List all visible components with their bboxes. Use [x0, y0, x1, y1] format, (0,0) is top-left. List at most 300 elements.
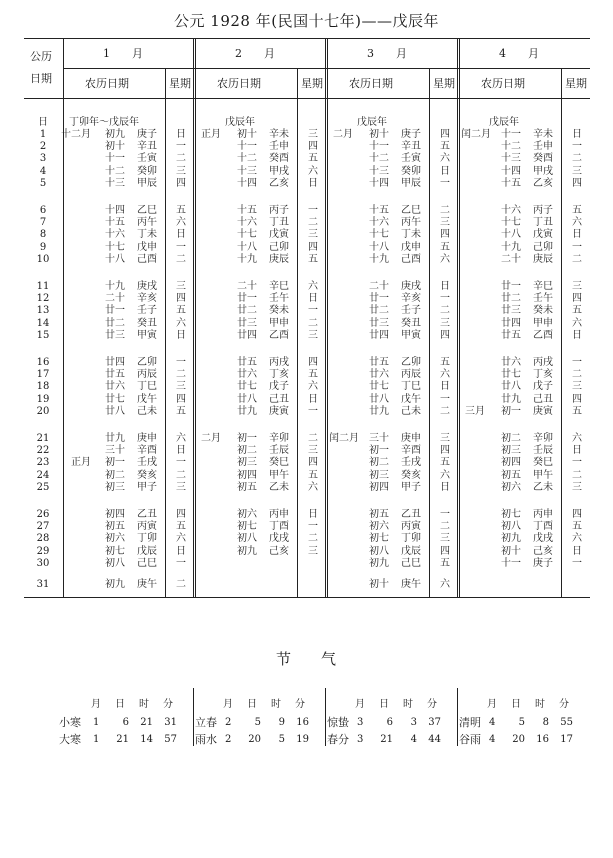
lunar-day: 十七: [105, 241, 125, 253]
lunar-day: 十七: [237, 229, 257, 241]
weekday: 三: [440, 433, 450, 444]
jieqi-col-header: 时: [403, 699, 413, 710]
lunar-day: 十六: [501, 205, 521, 216]
ganzhi: 己卯: [533, 241, 553, 253]
weekday: 日: [572, 129, 582, 140]
weekday: 五: [572, 405, 582, 417]
weekday: 三: [308, 445, 318, 457]
ganzhi: 戊辰: [401, 545, 421, 557]
ganzhi: 戊午: [401, 393, 421, 405]
jieqi-name: 惊蛰: [327, 716, 349, 729]
lunar-day: 初六: [501, 481, 521, 493]
rule-line: [459, 38, 460, 597]
lunar-day: 十一: [501, 129, 521, 140]
jieqi-month: 3: [357, 717, 364, 728]
lunar-day: 十八: [237, 241, 257, 253]
lunar-day: 十一: [369, 141, 389, 153]
month-header: 3 月: [367, 47, 407, 60]
ganzhi: 癸丑: [401, 317, 421, 329]
lunar-day: 廿六: [501, 357, 521, 368]
ganzhi: 庚寅: [269, 405, 289, 417]
jieqi-hour: 14: [140, 734, 153, 745]
ganzhi: 丁巳: [401, 381, 421, 393]
weekday: 四: [440, 229, 450, 241]
year-label: 戊辰年: [225, 117, 255, 128]
lunar-day: 初一: [237, 433, 257, 444]
lunar-month-marker: 二月: [201, 433, 221, 444]
ganzhi: 辛丑: [137, 141, 157, 153]
lunar-day: 廿七: [237, 381, 257, 393]
ganzhi: 庚子: [401, 129, 421, 140]
weekday: 六: [572, 533, 582, 545]
jieqi-col-header: 月: [355, 699, 365, 710]
lunar-day: 十三: [501, 153, 521, 165]
ganzhi: 乙巳: [137, 205, 157, 216]
weekday: 五: [440, 557, 450, 569]
ganzhi: 庚申: [401, 433, 421, 444]
ganzhi: 甲午: [269, 469, 289, 481]
ganzhi: 癸丑: [137, 317, 157, 329]
weekday: 四: [572, 393, 582, 405]
lunar-day: 初八: [105, 557, 125, 569]
ganzhi: 丁亥: [533, 369, 553, 381]
rule-line: [457, 688, 458, 746]
weekday: 五: [440, 141, 450, 153]
weekday: 一: [176, 141, 186, 153]
ganzhi: 壬子: [401, 305, 421, 317]
weekday: 五: [176, 405, 186, 417]
weekday: 一: [176, 557, 186, 569]
weekday: 六: [440, 369, 450, 381]
ganzhi: 丁卯: [137, 533, 157, 545]
lunar-day: 十四: [501, 165, 521, 177]
ganzhi: 己亥: [533, 545, 553, 557]
lunar-day: 廿一: [369, 293, 389, 305]
ganzhi: 壬午: [533, 293, 553, 305]
ganzhi: 丙戌: [269, 357, 289, 368]
lunar-day: 三十: [105, 445, 125, 457]
weekday: 二: [308, 433, 318, 444]
day-number: 24: [36, 469, 50, 481]
ganzhi: 丙子: [533, 205, 553, 216]
weekday: 一: [572, 457, 582, 469]
ganzhi: 乙酉: [533, 329, 553, 341]
lunar-day: 十八: [105, 253, 125, 265]
weekday: 四: [176, 293, 186, 305]
jieqi-day: 5: [254, 717, 261, 728]
jieqi-name: 谷雨: [459, 733, 481, 746]
lunar-day: 初一: [501, 405, 521, 417]
lunar-day: 初五: [105, 521, 125, 533]
weekday: 四: [572, 293, 582, 305]
lunar-day: 十六: [105, 229, 125, 241]
lunar-day: 二十: [105, 293, 125, 305]
weekday: 日: [176, 129, 186, 140]
weekday: 一: [308, 305, 318, 317]
xingqi-header: 星期: [301, 77, 323, 90]
year-label: 戊辰年: [489, 117, 519, 128]
jieqi-minute: 17: [560, 734, 573, 745]
day-number: 30: [36, 557, 50, 569]
lunar-day: 廿五: [369, 357, 389, 368]
lunar-day: 初七: [369, 533, 389, 545]
nongli-riqi-header: 农历日期: [481, 77, 525, 90]
jieqi-hour: 9: [278, 717, 285, 728]
weekday: 六: [176, 433, 186, 444]
ganzhi: 庚申: [137, 433, 157, 444]
lunar-day: 廿七: [105, 393, 125, 405]
lunar-day: 廿五: [237, 357, 257, 368]
rule-line: [193, 688, 194, 746]
lunar-day: 初十: [105, 141, 125, 153]
lunar-month-marker: 闰二月: [461, 129, 491, 140]
weekday: 三: [176, 281, 186, 292]
lunar-day: 十九: [105, 281, 125, 292]
lunar-day: 廿二: [105, 317, 125, 329]
weekday: 二: [176, 469, 186, 481]
gongli-riqi-label-2: 日期: [30, 72, 52, 85]
lunar-day: 初一: [105, 457, 125, 469]
weekday: 一: [440, 177, 450, 189]
lunar-day: 初三: [237, 457, 257, 469]
lunar-day: 初四: [237, 469, 257, 481]
ganzhi: 己亥: [269, 545, 289, 557]
ganzhi: 癸未: [269, 305, 289, 317]
weekday: 三: [308, 329, 318, 341]
ganzhi: 乙丑: [137, 509, 157, 520]
ganzhi: 戊戌: [269, 533, 289, 545]
weekday: 二: [572, 469, 582, 481]
weekday: 日: [572, 229, 582, 241]
ganzhi: 辛酉: [401, 445, 421, 457]
jieqi-hour: 8: [542, 717, 549, 728]
jieqi-title: 节 气: [276, 650, 337, 668]
xingqi-header: 星期: [565, 77, 587, 90]
lunar-day: 初八: [237, 533, 257, 545]
weekday: 二: [176, 253, 186, 265]
lunar-day: 初三: [105, 481, 125, 493]
month-header: 2 月: [235, 47, 275, 60]
jieqi-month: 2: [225, 734, 232, 745]
jieqi-day: 21: [116, 734, 129, 745]
year-label: 丁卯年～戊辰年: [69, 117, 139, 128]
weekday: 五: [308, 469, 318, 481]
weekday: 日: [572, 545, 582, 557]
weekday: 三: [572, 281, 582, 292]
weekday: 四: [308, 457, 318, 469]
month-header: 1 月: [103, 47, 143, 60]
weekday: 一: [308, 205, 318, 216]
ganzhi: 丁亥: [269, 369, 289, 381]
weekday: 三: [308, 229, 318, 241]
day-number: 27: [36, 521, 50, 533]
day-number: 17: [36, 369, 50, 381]
day-number: 3: [39, 153, 47, 165]
lunar-day: 二十: [501, 253, 521, 265]
lunar-day: 十二: [501, 141, 521, 153]
weekday: 三: [572, 481, 582, 493]
ganzhi: 癸卯: [401, 165, 421, 177]
weekday: 六: [308, 381, 318, 393]
weekday: 四: [176, 509, 186, 520]
weekday: 二: [440, 405, 450, 417]
day-number: 16: [36, 357, 50, 368]
jieqi-col-header: 分: [163, 699, 173, 710]
ganzhi: 甲申: [269, 317, 289, 329]
weekday: 三: [440, 317, 450, 329]
weekday: 日: [308, 177, 318, 189]
rule-line: [193, 38, 194, 597]
jieqi-col-header: 日: [115, 699, 125, 710]
weekday: 一: [176, 457, 186, 469]
jieqi-minute: 55: [560, 717, 573, 728]
jieqi-hour: 3: [410, 717, 417, 728]
lunar-day: 廿九: [237, 405, 257, 417]
lunar-day: 廿九: [105, 433, 125, 444]
jieqi-day: 20: [512, 734, 525, 745]
ganzhi: 癸巳: [269, 457, 289, 469]
year-label: 戊辰年: [357, 117, 387, 128]
weekday: 日: [308, 393, 318, 405]
weekday: 三: [440, 533, 450, 545]
lunar-day: 廿七: [369, 381, 389, 393]
jieqi-col-header: 分: [427, 699, 437, 710]
weekday: 日: [176, 545, 186, 557]
lunar-day: 初八: [369, 545, 389, 557]
ganzhi: 乙亥: [533, 177, 553, 189]
jieqi-minute: 57: [164, 734, 177, 745]
weekday: 四: [440, 329, 450, 341]
lunar-day: 初四: [105, 509, 125, 520]
weekday: 二: [440, 521, 450, 533]
weekday: 一: [440, 509, 450, 520]
weekday: 一: [176, 357, 186, 368]
day-number: 19: [36, 393, 50, 405]
jieqi-name: 清明: [459, 716, 481, 729]
ganzhi: 乙酉: [269, 329, 289, 341]
weekday: 一: [440, 393, 450, 405]
weekday: 五: [572, 521, 582, 533]
weekday: 三: [308, 545, 318, 557]
jieqi-col-header: 时: [139, 699, 149, 710]
weekday: 二: [308, 533, 318, 545]
lunar-month-marker: 正月: [201, 129, 221, 140]
ganzhi: 乙未: [533, 481, 553, 493]
ganzhi: 壬午: [269, 293, 289, 305]
lunar-day: 廿三: [237, 317, 257, 329]
ganzhi: 丁丑: [269, 217, 289, 229]
ganzhi: 壬戌: [401, 457, 421, 469]
jieqi-col-header: 分: [295, 699, 305, 710]
lunar-day: 十四: [237, 177, 257, 189]
ganzhi: 乙巳: [401, 205, 421, 216]
day-number: 7: [39, 217, 47, 229]
weekday: 日: [176, 329, 186, 341]
ganzhi: 庚戌: [401, 281, 421, 292]
jieqi-name: 春分: [327, 733, 349, 746]
jieqi-month: 4: [489, 734, 496, 745]
lunar-day: 十六: [237, 217, 257, 229]
day-number: 5: [39, 177, 47, 189]
lunar-month-marker: 十二月: [61, 129, 91, 140]
rule-line: [327, 38, 328, 597]
jieqi-col-header: 月: [487, 699, 497, 710]
ganzhi: 癸酉: [269, 153, 289, 165]
ganzhi: 己丑: [533, 393, 553, 405]
weekday: 一: [308, 405, 318, 417]
ganzhi: 辛亥: [401, 293, 421, 305]
ganzhi: 甲寅: [137, 329, 157, 341]
ganzhi: 甲辰: [137, 177, 157, 189]
lunar-day: 廿一: [237, 293, 257, 305]
rule-line: [24, 38, 590, 39]
jieqi-minute: 44: [428, 734, 441, 745]
ganzhi: 戊子: [533, 381, 553, 393]
lunar-day: 廿七: [501, 369, 521, 381]
lunar-day: 十六: [369, 217, 389, 229]
weekday: 一: [572, 241, 582, 253]
ganzhi: 辛酉: [137, 445, 157, 457]
lunar-day: 十三: [237, 165, 257, 177]
lunar-day: 十五: [237, 205, 257, 216]
weekday: 四: [572, 509, 582, 520]
ganzhi: 丙寅: [401, 521, 421, 533]
rule-line: [561, 68, 562, 597]
ganzhi: 丙寅: [137, 521, 157, 533]
weekday: 一: [176, 241, 186, 253]
ganzhi: 丙子: [269, 205, 289, 216]
jieqi-name: 立春: [195, 716, 217, 729]
ganzhi: 庚寅: [533, 405, 553, 417]
weekday: 一: [572, 557, 582, 569]
ganzhi: 庚戌: [137, 281, 157, 292]
ganzhi: 丙申: [533, 509, 553, 520]
lunar-day: 廿三: [501, 305, 521, 317]
jieqi-hour: 16: [536, 734, 549, 745]
lunar-day: 廿二: [237, 305, 257, 317]
xingqi-header: 星期: [433, 77, 455, 90]
weekday: 三: [572, 381, 582, 393]
weekday: 六: [440, 153, 450, 165]
weekday: 日: [308, 293, 318, 305]
lunar-day: 十五: [369, 205, 389, 216]
ganzhi: 甲子: [401, 481, 421, 493]
day-number: 26: [36, 509, 50, 520]
weekday: 五: [176, 305, 186, 317]
lunar-day: 初十: [369, 129, 389, 140]
weekday: 二: [176, 369, 186, 381]
ganzhi: 戊申: [401, 241, 421, 253]
weekday: 六: [176, 533, 186, 545]
day-number: 12: [36, 293, 50, 305]
lunar-day: 初五: [237, 481, 257, 493]
lunar-day: 廿一: [501, 281, 521, 292]
lunar-day: 初九: [369, 557, 389, 569]
lunar-day: 廿四: [369, 329, 389, 341]
lunar-day: 初二: [369, 457, 389, 469]
weekday: 六: [308, 481, 318, 493]
weekday: 二: [308, 317, 318, 329]
lunar-day: 廿五: [501, 329, 521, 341]
day-number: 20: [36, 405, 50, 417]
weekday: 三: [572, 165, 582, 177]
jieqi-col-header: 日: [379, 699, 389, 710]
day-number: 28: [36, 533, 50, 545]
weekday: 五: [572, 305, 582, 317]
ganzhi: 己巳: [401, 557, 421, 569]
gongli-riqi-label-1: 公历: [30, 50, 52, 63]
ganzhi: 乙卯: [137, 357, 157, 368]
jieqi-minute: 31: [164, 717, 177, 728]
weekday: 六: [440, 253, 450, 265]
weekday: 四: [572, 177, 582, 189]
rule-line: [325, 688, 326, 746]
lunar-day: 初七: [237, 521, 257, 533]
jieqi-month: 4: [489, 717, 496, 728]
weekday: 四: [440, 445, 450, 457]
day-number: 8: [39, 229, 47, 241]
jieqi-day: 6: [122, 717, 129, 728]
lunar-day: 十七: [501, 217, 521, 229]
month-header: 4 月: [499, 47, 539, 60]
ganzhi: 戊寅: [533, 229, 553, 241]
lunar-day: 廿四: [237, 329, 257, 341]
jieqi-day: 21: [380, 734, 393, 745]
lunar-day: 初六: [237, 509, 257, 520]
ganzhi: 甲戌: [269, 165, 289, 177]
lunar-day: 廿四: [105, 357, 125, 368]
lunar-day: 初二: [237, 445, 257, 457]
jieqi-name: 大寒: [59, 733, 81, 746]
weekday: 四: [308, 241, 318, 253]
jieqi-col-header: 月: [91, 699, 101, 710]
ganzhi: 丙辰: [137, 369, 157, 381]
ganzhi: 壬辰: [533, 445, 553, 457]
lunar-day: 廿八: [237, 393, 257, 405]
lunar-day: 廿五: [105, 369, 125, 381]
jieqi-day: 5: [518, 717, 525, 728]
day-number: 9: [39, 241, 47, 253]
ganzhi: 辛巳: [533, 281, 553, 292]
ganzhi: 癸亥: [401, 469, 421, 481]
weekday: 五: [308, 153, 318, 165]
jieqi-col-header: 日: [511, 699, 521, 710]
ganzhi: 丙午: [137, 217, 157, 229]
lunar-day: 十三: [369, 165, 389, 177]
ganzhi: 丙午: [401, 217, 421, 229]
jieqi-col-header: 时: [271, 699, 281, 710]
weekday: 四: [308, 141, 318, 153]
ganzhi: 丙辰: [401, 369, 421, 381]
lunar-month-marker: 二月: [333, 129, 353, 140]
ganzhi: 丁巳: [137, 381, 157, 393]
day-number: 31: [36, 579, 50, 590]
nongli-riqi-header: 农历日期: [349, 77, 393, 90]
lunar-day: 廿三: [105, 329, 125, 341]
lunar-day: 廿九: [369, 405, 389, 417]
ganzhi: 丁未: [137, 229, 157, 241]
weekday: 六: [176, 317, 186, 329]
weekday: 二: [572, 369, 582, 381]
day-number: 21: [36, 433, 50, 444]
lunar-day: 十八: [369, 241, 389, 253]
jieqi-hour: 4: [410, 734, 417, 745]
ganzhi: 辛亥: [137, 293, 157, 305]
weekday: 六: [572, 317, 582, 329]
day-col-label: 日: [38, 117, 48, 128]
weekday: 三: [176, 381, 186, 393]
lunar-day: 廿六: [369, 369, 389, 381]
